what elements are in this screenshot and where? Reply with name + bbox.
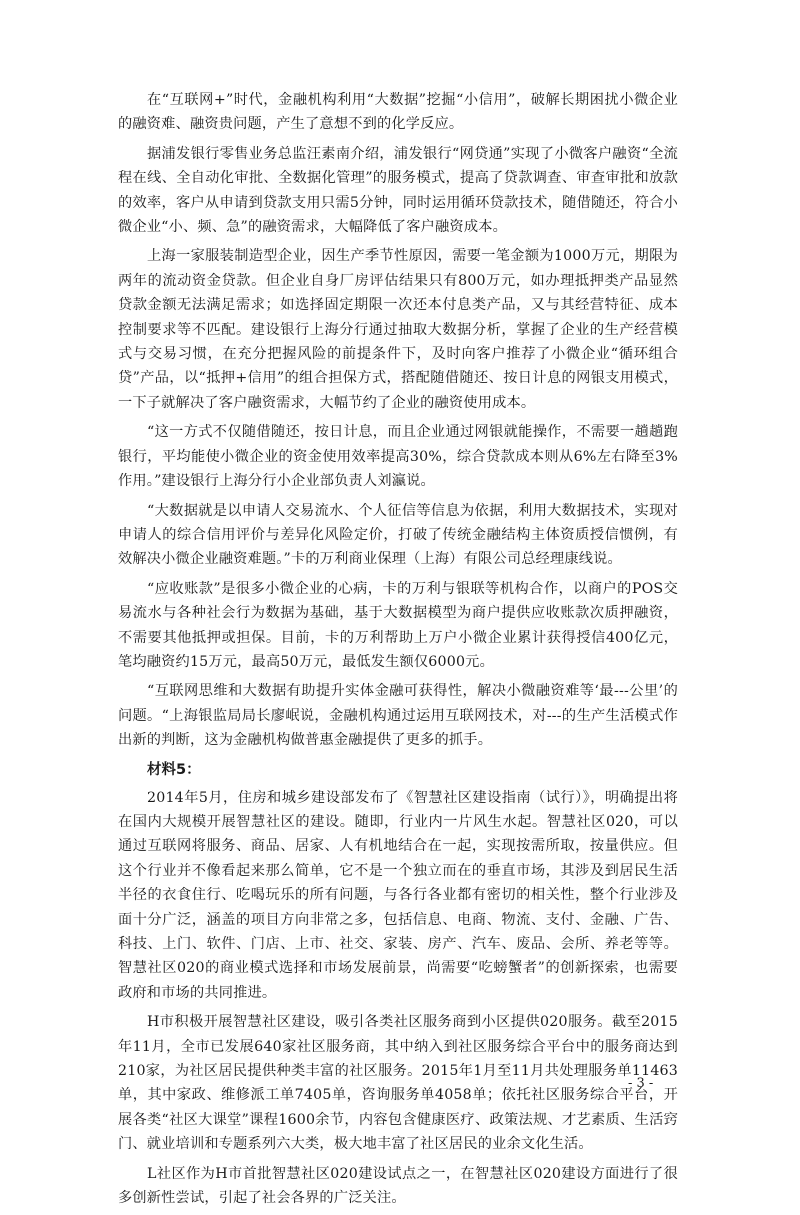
paragraph: “大数据就是以申请人交易流水、个人征信等信息为依据，利用大数据技术，实现对申请人的综合信用评价与差异化风险定价，打破了传统金融结构主体资质授信惯例，有效解决小微企业融资难题。”卡的万利商业保理（上海）有限公司总经理康线说。	[118, 502, 678, 568]
paragraph: 2014年5月，住房和城乡建设部发布了《智慧社区建设指南（试行）》，明确提出将在国内大规模开展智慧社区的建设。随即，行业内一片风生水起。智慧社区020，可以通过互联网将服务、商品、居家、人有机地结合在一起，实现按需所取，按量供应。但这个行业并不像看起来那么简单，它不是一个独立而在的垂直市场，其涉及到居民生活半径的衣食住行、吃喝玩乐的所有问题，与各行各业都有密切的相关性，整个行业涉及面十分广泛，涵盖的项目方向非常之多，包括信息、电商、物流、支付、金融、广告、科技、上门、软件、门店、上市、社交、家装、房产、汽车、废品、会所、养老等等。智慧社区020的商业模式选择和市场发展前景，尚需要“吃螃蟹者”的创新探索，也需要政府和市场的共同推进。	[118, 789, 678, 1001]
page-number: - 3 -	[628, 1076, 654, 1091]
paragraph: H市积极开展智慧社区建设，吸引各类社区服务商到小区提供020服务。截至2015年11月，全市已发展640家社区服务商，其中纳入到社区服务综合平台中的服务商达到210家，为社区居民提供种类丰富的社区服务。2015年1月至11月共处理服务单11463单，其中家政、维修派工单7405单，咨询服务单4058单；依托社区服务综合平台，开展各类“社区大课堂”课程1600余节，内容包含健康医疗、政策法规、才艺素质、生活窍门、就业培训和专题系列六大类，极大地丰富了社区居民的业余文化生活。	[118, 1014, 678, 1153]
paragraph: L社区作为H市首批智慧社区020建设试点之一，在智慧社区020建设方面进行了很多创新性尝试，引起了社会各界的广泛关注。	[118, 1165, 678, 1207]
paragraph: 据浦发银行零售业务总监汪素南介绍，浦发银行“网贷通”实现了小微客户融资“全流程在线、全自动化审批、全数据化管理”的服务模式，提高了贷款调查、审查审批和放款的效率，客户从申请到贷款支用只需5分钟，同时运用循环贷款技术，随借随还，符合小微企业“小、频、急”的融资需求，大幅降低了客户融资成本。	[118, 145, 678, 236]
paragraph: 在“互联网+”时代，金融机构利用“大数据”挖掘“小信用”，破解长期困扰小微企业的融资难、融资贵问题，产生了意想不到的化学反应。	[118, 92, 678, 133]
paragraph: “这一方式不仅随借随还，按日计息，而且企业通过网银就能操作，不需要一趟趟跑银行，平均能使小微企业的资金使用效率提高30%，综合贷款成本则从6%左右降至3%作用。”建设银行上海分行小企业部负责人刘瀛说。	[118, 424, 678, 490]
paragraph: 上海一家服装制造型企业，因生产季节性原因，需要一笔金额为1000万元，期限为两年的流动资金贷款。但企业自身厂房评估结果只有800万元，如办理抵押类产品显然贷款金额无法满足需求；如选择固定期限一次还本付息类产品，又与其经营特征、成本控制要求等不匹配。建设银行上海分行通过抽取大数据分析，掌握了企业的生产经营模式与交易习惯，在充分把握风险的前提条件下，及时向客户推荐了小微企业“循环组合贷”产品，以“抵押+信用”的组合担保方式，搭配随借随还、按日计息的网银支用模式，一下子就解决了客户融资需求，大幅节约了企业的融资使用成本。	[118, 248, 678, 411]
paragraph: “应收账款”是很多小微企业的心病，卡的万利与银联等机构合作，以商户的POS交易流水与各种社会行为数据为基础，基于大数据模型为商户提供应收账款次质押融资，不需要其他抵押或担保。目前，卡的万利帮助上万户小微企业累计获得授信400亿元，笔均融资约15万元，最高50万元，最低发生额仅6000元。	[118, 580, 678, 670]
document-body	[118, 88, 678, 1215]
paragraph: “互联网思维和大数据有助提升实体金融可获得性，解决小微融资难等‘最---公里’的问题。“上海银监局局长廖岷说，金融机构通过运用互联网技术，对---的生产生活模式作出新的判断，这为金融机构做普惠金融提供了更多的抓手。	[118, 683, 678, 749]
material-heading: 材料5：	[147, 761, 201, 778]
